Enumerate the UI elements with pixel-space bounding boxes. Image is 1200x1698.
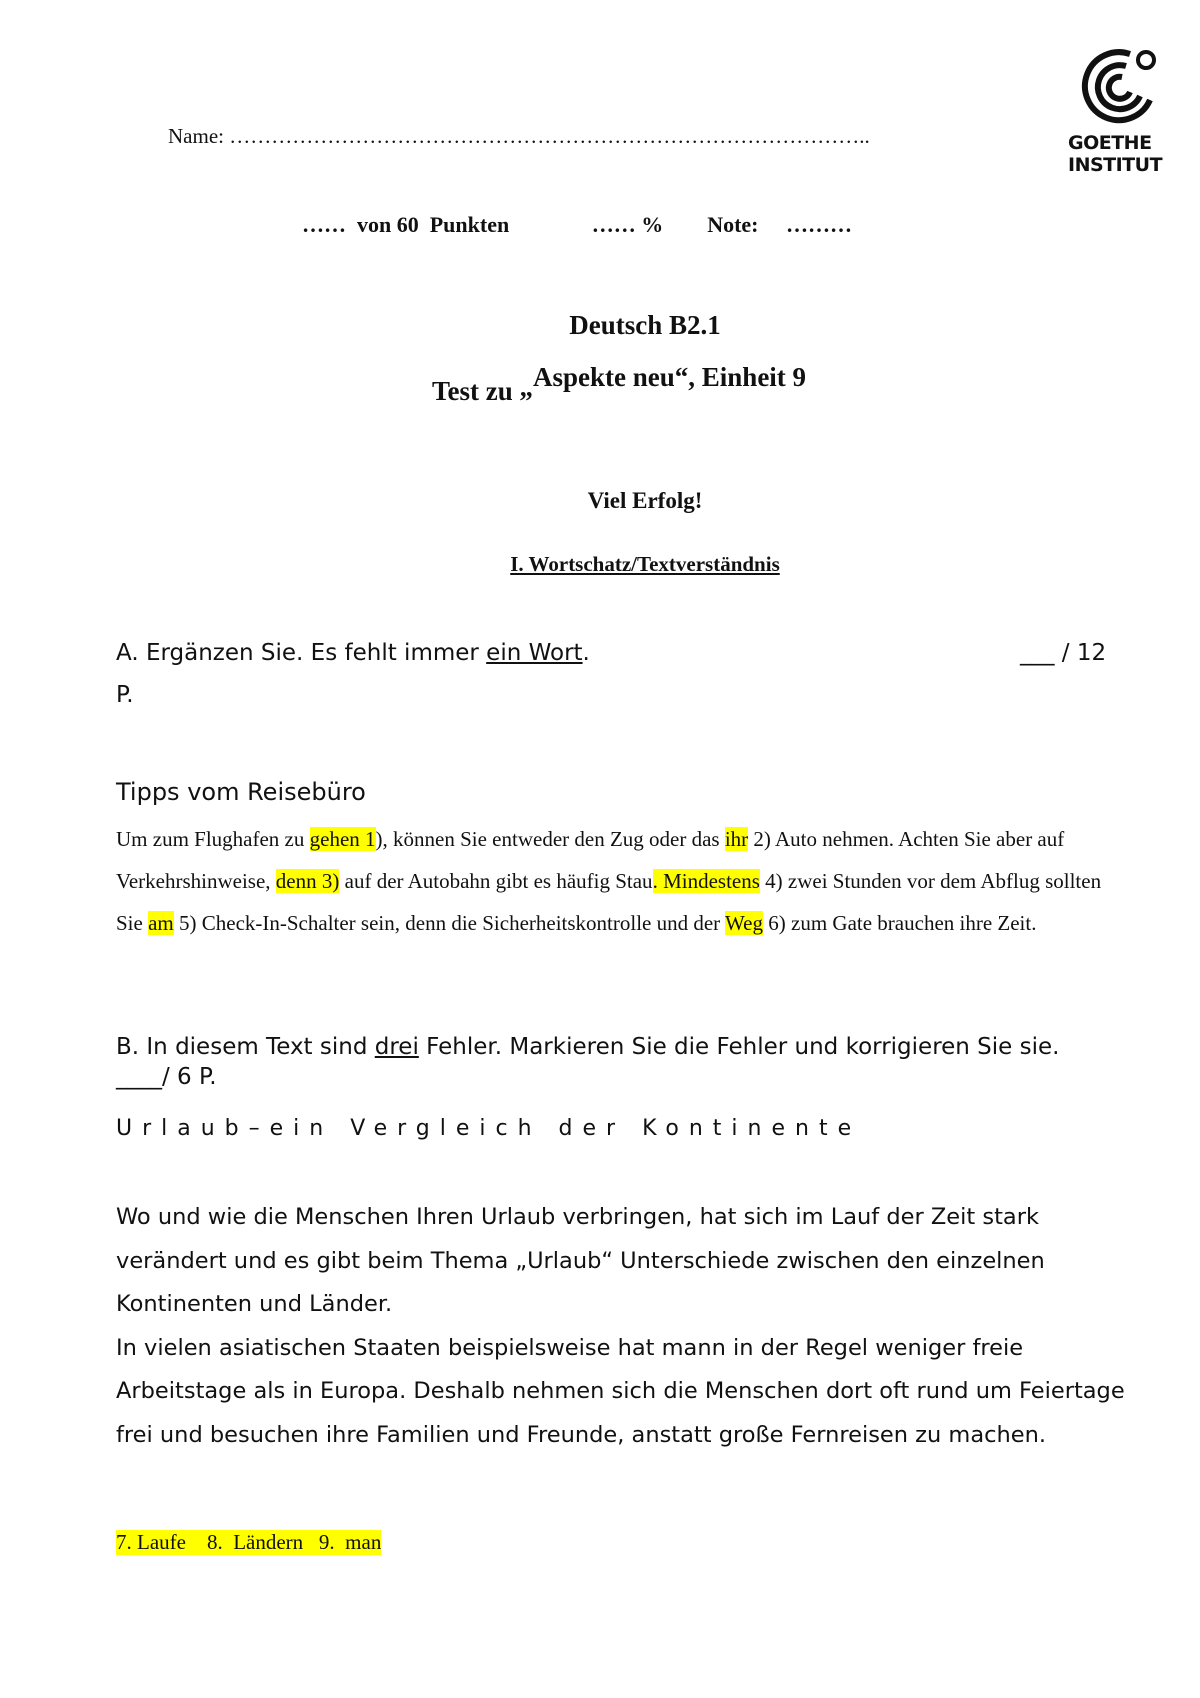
goethe-logo-icon (1070, 40, 1162, 132)
page-title: Deutsch B2.1 (569, 310, 721, 340)
logo-line2: INSTITUT (1068, 154, 1163, 176)
highlight-gap-2: ihr (724, 827, 749, 851)
task-b-points: ____/ 6 P. (116, 1064, 217, 1090)
page-subtitle (432, 362, 807, 406)
highlight-gap-4: . Mindestens (652, 869, 760, 893)
highlight-gap-3: denn 3) (275, 869, 340, 893)
highlight-gap-5: am (148, 911, 174, 935)
task-a-instruction (116, 640, 590, 666)
tipps-segment: 4) zwei Stunden vor dem Abflug sollten Sie (116, 869, 1102, 935)
tipps-segment: 5) Check-In-Schalter sein, denn die Sicherheitskontrolle und der (173, 911, 726, 935)
goethe-logo (1068, 40, 1170, 176)
tipps-text (116, 818, 1116, 944)
score-line: …… von 60 Punkten …… % Note: ……… (302, 212, 853, 237)
highlight-gap-1: gehen 1 (309, 827, 376, 851)
urlaub-text (116, 1196, 1128, 1457)
task-b-text-end: Fehler. Markieren Sie die Fehler und korrigieren Sie sie. (418, 1034, 1060, 1060)
subtitle-main: Aspekte neu“, Einheit 9 (533, 362, 807, 392)
logo-line1: GOETHE (1068, 132, 1152, 154)
task-a-points: ___ / 12 (1020, 640, 1107, 666)
urlaub-paragraph-2: In vielen asiatischen Staaten beispielsweise hat mann in der Regel weniger freie Arbeitstage als in Europa. Deshalb nehmen sich die Menschen dort oft rund um Feiertage frei und besuchen ihre Familien und Freunde, anstatt große Fernreisen zu machen. (116, 1334, 1125, 1448)
urlaub-paragraph-1: Wo und wie die Menschen Ihren Urlaub verbringen, hat sich im Lauf der Zeit stark verändert und es gibt beim Thema „Urlaub“ Unterschiede zwischen den einzelnen Kontinenten und Länder. (116, 1204, 1045, 1317)
subtitle-quote: „ (519, 372, 534, 402)
tipps-segment: 6) zum Gate brauchen ihre Zeit. (763, 911, 1037, 935)
section-heading: I. Wortschatz/Textverständnis (510, 552, 780, 576)
task-a-underlined: ein Wort (486, 640, 583, 666)
tipps-segment: ), können Sie entweder den Zug oder das (375, 827, 725, 851)
task-a-points-cont: P. (116, 682, 134, 708)
urlaub-title: Urlaub–ein Vergleich der Kontinente (116, 1116, 862, 1141)
tipps-segment: Um zum Flughafen zu (116, 827, 310, 851)
tipps-segment: 2) Auto nehmen. Achten Sie aber auf Verkehrshinweise, (116, 827, 1065, 893)
task-b-underlined: drei (374, 1034, 419, 1060)
tipps-title: Tipps vom Reisebüro (116, 778, 366, 806)
tipps-segment: auf der Autobahn gibt es häufig Stau (339, 869, 653, 893)
task-b-text: B. In diesem Text sind (116, 1034, 375, 1060)
highlight-gap-6: Weg (725, 911, 764, 935)
task-a-period: . (582, 640, 590, 666)
task-a-text: A. Ergänzen Sie. Es fehlt immer (116, 640, 487, 666)
subtitle-prefix: Test zu (432, 376, 520, 406)
task-b-instruction (116, 1032, 1126, 1092)
answer-key: 7. Laufe 8. Ländern 9. man (116, 1530, 382, 1554)
greeting: Viel Erfolg! (587, 488, 703, 513)
name-field: Name: ……………………………………………………………………………….. (168, 124, 870, 148)
